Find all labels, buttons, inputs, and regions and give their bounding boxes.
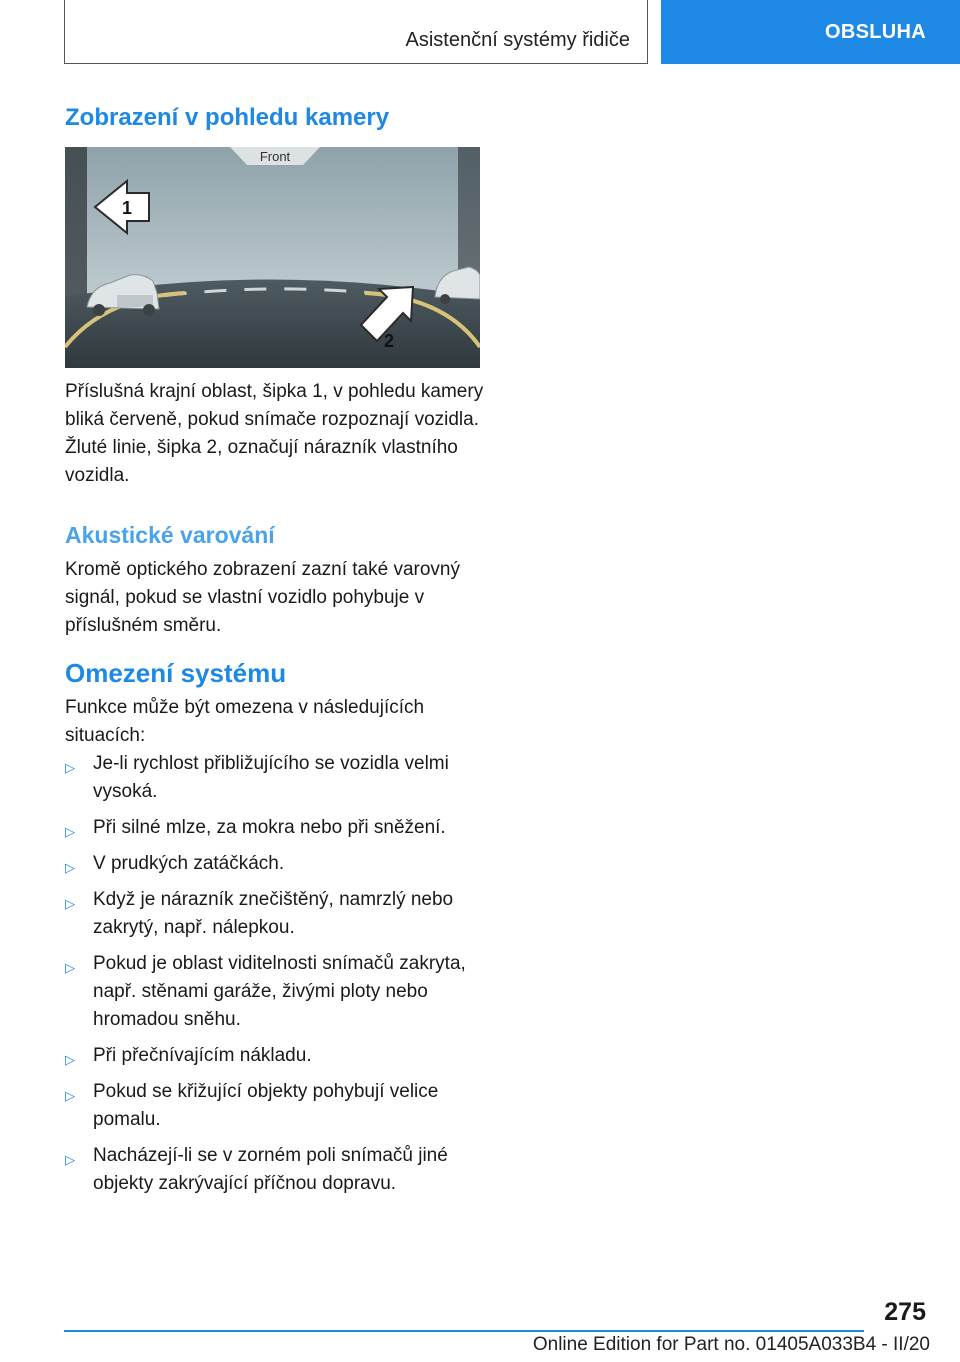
paragraph-bumper-lines: Žluté linie, šipka 2, označují nárazník vlastního vozidla. [65, 437, 458, 486]
list-item [65, 1142, 485, 1198]
limits-list [65, 750, 485, 1206]
camera-view-svg [65, 147, 480, 368]
list-item-text: Při silné mlze, za mokra nebo při sněžení. [93, 817, 446, 838]
arrow-2-label: 2 [384, 331, 395, 351]
triangle-right-outline-icon: ▷ [65, 760, 75, 775]
list-item [65, 814, 485, 842]
section-title: Asistenční systémy řidiče [405, 29, 630, 51]
triangle-right-outline-icon: ▷ [65, 1152, 75, 1167]
list-item-text: Nacházejí-li se v zorném poli snímačů jiné objekty zakrývající příčnou dopravu. [93, 1145, 448, 1194]
heading-camera-view: Zobrazení v pohledu kamery [65, 104, 390, 131]
list-item-text: Pokud je oblast viditelnosti snímačů zakryta, např. stěnami garáže, živými ploty nebo hromadou sněhu. [93, 953, 466, 1030]
list-item [65, 886, 485, 942]
list-item [65, 950, 485, 1034]
list-item [65, 1042, 485, 1070]
paragraph-limits-intro: Funkce může být omezena v následujících situacích: [65, 697, 425, 746]
paragraph-warning-area: Příslušná krajní oblast, šipka 1, v pohledu kamery bliká červeně, pokud snímače rozpoznají vozidla. [65, 381, 484, 430]
footer-edition: Online Edition for Part no. 01405A033B4 - II/20 [532, 1334, 930, 1355]
triangle-right-outline-icon: ▷ [65, 860, 75, 875]
camera-view-illustration [65, 147, 480, 368]
triangle-right-outline-icon: ▷ [65, 824, 75, 839]
chapter-tab[interactable]: OBSLUHA [661, 0, 960, 64]
triangle-right-outline-icon: ▷ [65, 896, 75, 911]
triangle-right-outline-icon: ▷ [65, 960, 75, 975]
arrow-1-label: 1 [122, 198, 133, 218]
list-item [65, 850, 485, 878]
heading-acoustic-warning: Akustické varování [65, 522, 275, 548]
front-label: Front [259, 149, 291, 164]
list-item [65, 750, 485, 806]
triangle-right-outline-icon: ▷ [65, 1088, 75, 1103]
heading-system-limits: Omezení systému [65, 658, 287, 688]
triangle-right-outline-icon: ▷ [65, 1052, 75, 1067]
list-item-text: Pokud se křižující objekty pohybují velice pomalu. [93, 1081, 439, 1130]
list-item-text: V prudkých zatáčkách. [93, 853, 285, 874]
list-item-text: Při přečnívajícím nákladu. [93, 1045, 312, 1066]
list-item-text: Když je nárazník znečištěný, namrzlý nebo zakrytý, např. nálepkou. [93, 889, 454, 938]
paragraph-acoustic-warning: Kromě optického zobrazení zazní také varovný signál, pokud se vlastní vozidlo pohybuje v příslušném směru. [65, 559, 460, 636]
list-item [65, 1078, 485, 1134]
footer-divider [64, 1330, 864, 1332]
list-item-text: Je-li rychlost přibližujícího se vozidla velmi vysoká. [93, 753, 449, 802]
page-number: 275 [884, 1298, 926, 1326]
